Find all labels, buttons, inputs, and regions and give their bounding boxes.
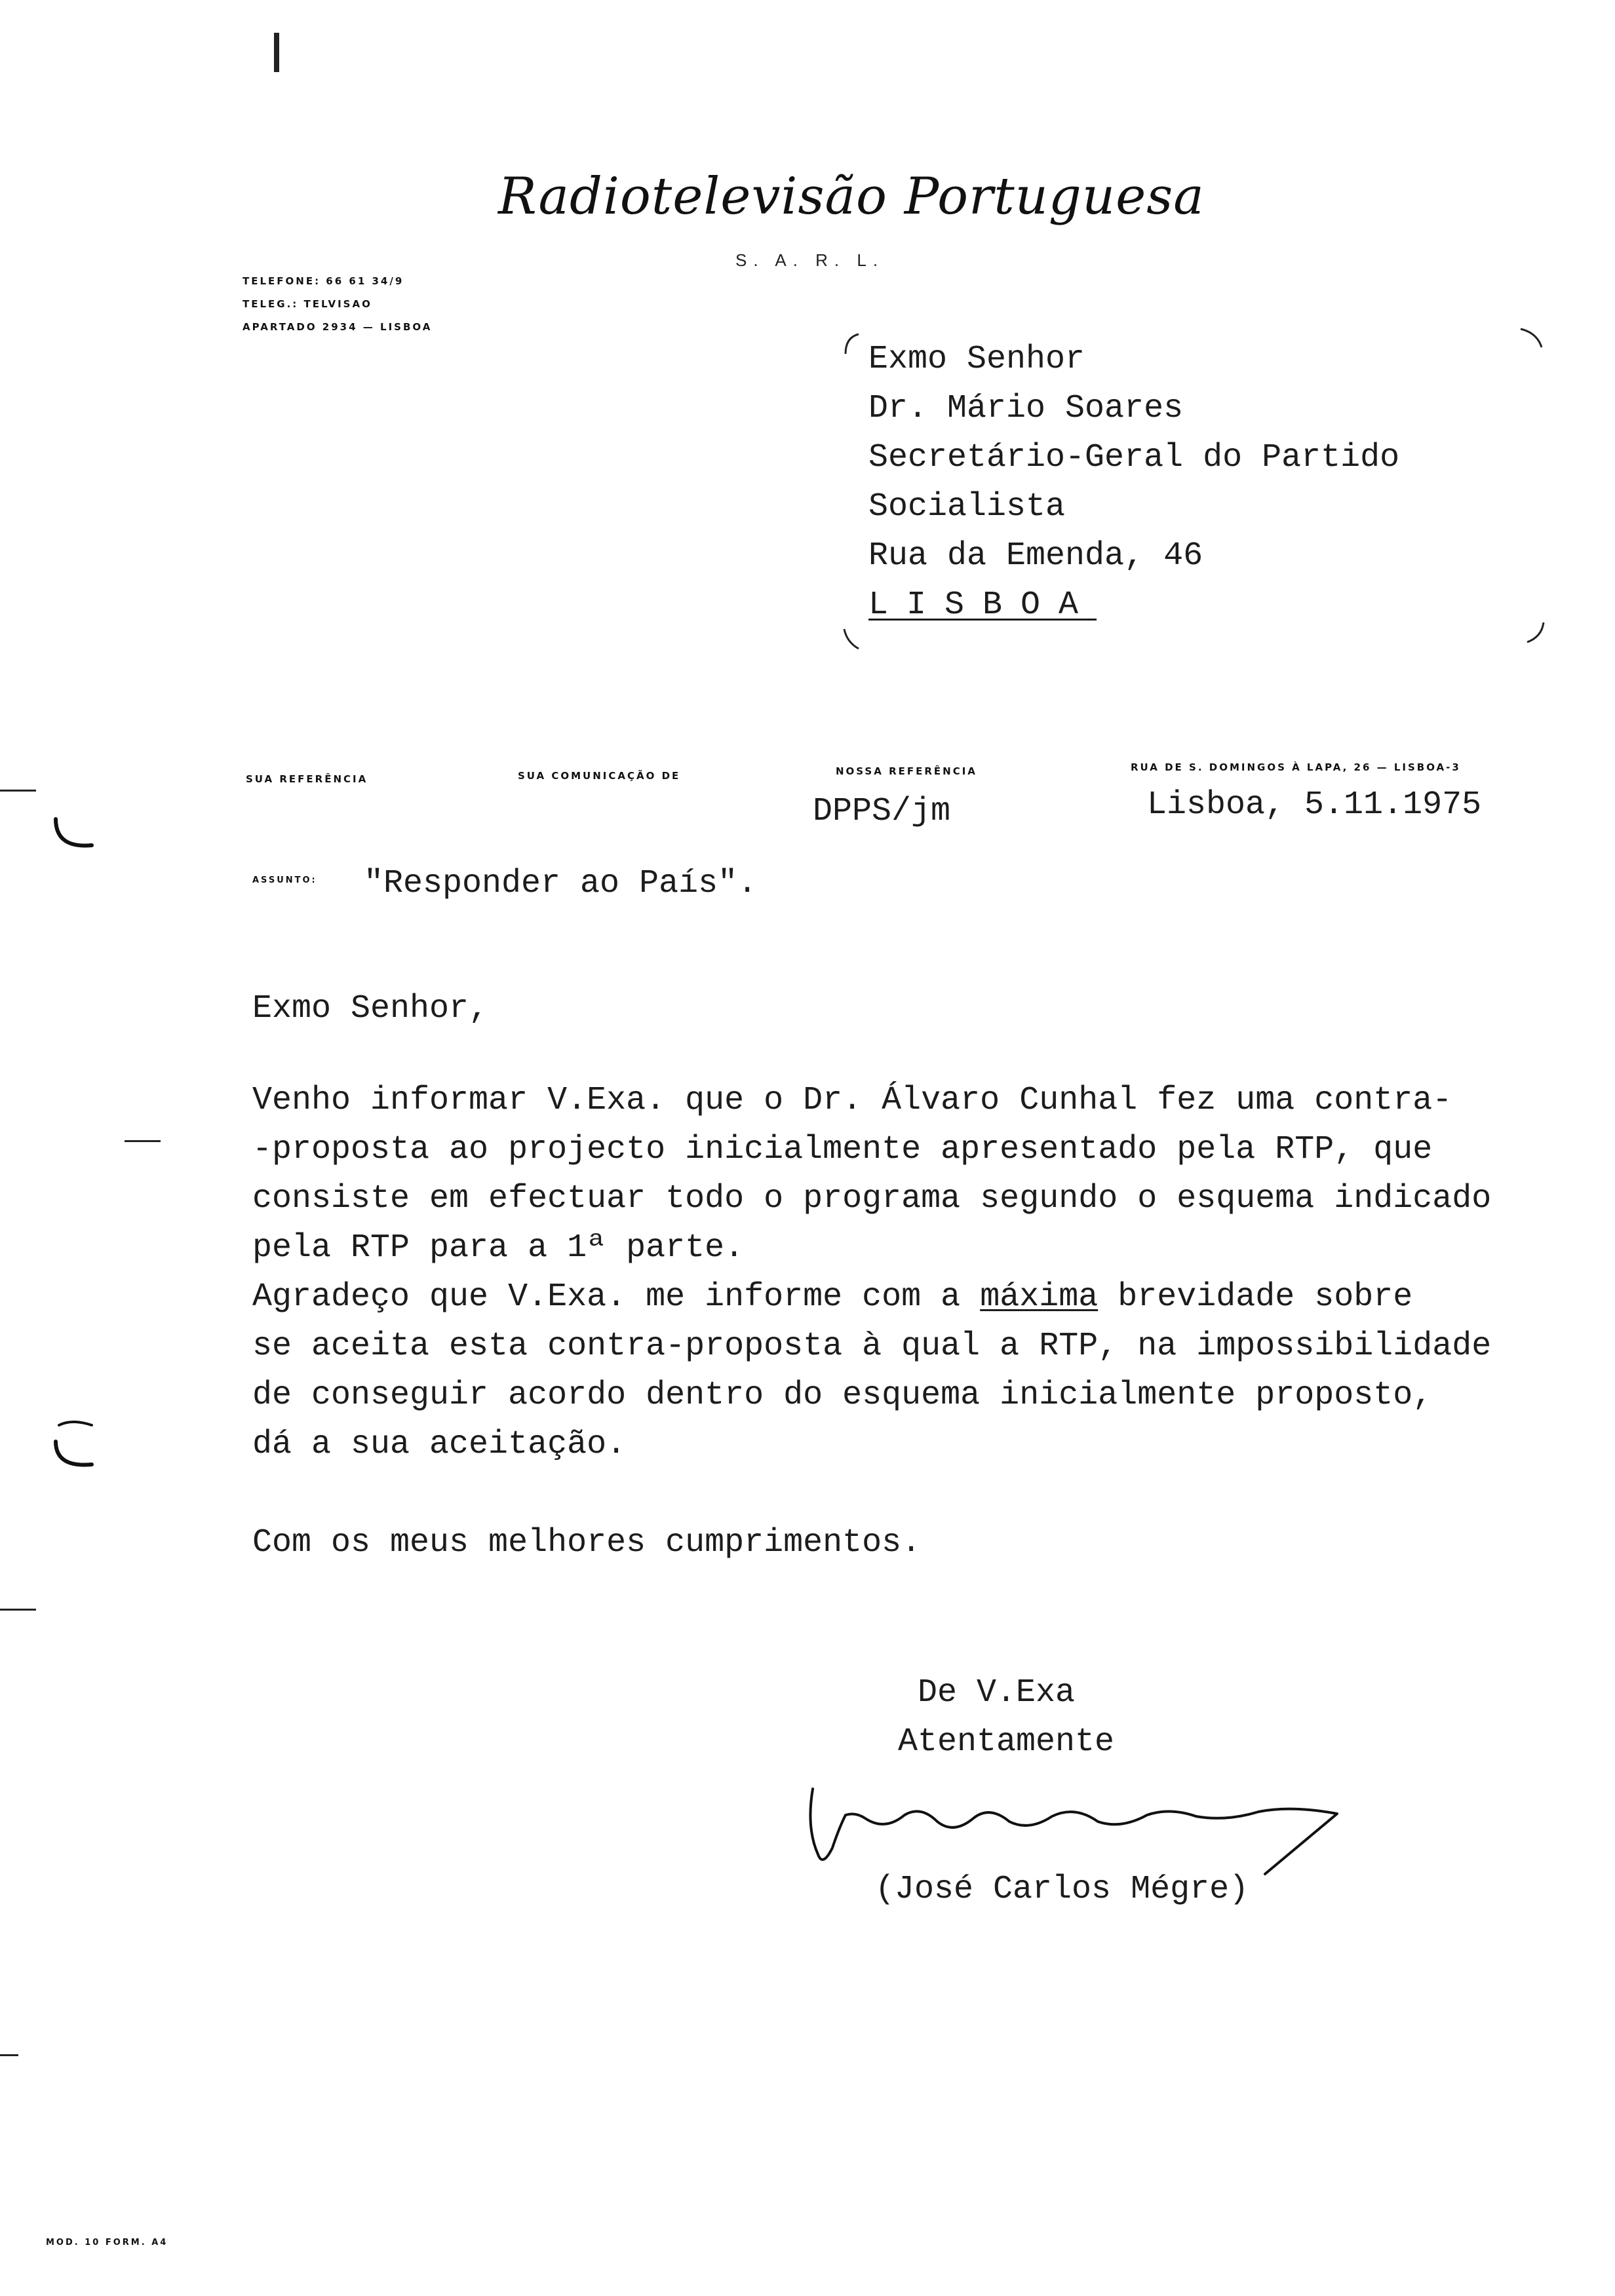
body-line-4: pela RTP para a 1ª parte.: [252, 1229, 745, 1267]
signature-line-1: De V.Exa: [918, 1674, 1076, 1712]
letter-date: Lisboa, 5.11.1975: [1147, 786, 1482, 824]
sua-referencia-label: SUA REFERÊNCIA: [246, 773, 368, 785]
body-line-7: de conseguir acordo dentro do esquema inicialmente proposto,: [252, 1377, 1433, 1414]
signature-line-2: Atentamente: [898, 1723, 1115, 1761]
body-line-8: dá a sua aceitação.: [252, 1426, 627, 1463]
recipient-line-2: Dr. Mário Soares: [868, 390, 1184, 427]
stray-mark: [274, 33, 279, 72]
body-line-2: -proposta ao projecto inicialmente apresentado pela RTP, que: [252, 1131, 1433, 1168]
punch-hole-marks: [46, 813, 111, 1487]
fold-mark-2: [125, 1140, 161, 1142]
body-line-5-start: Agradeço que V.Exa. me informe com a: [252, 1278, 981, 1316]
body-line-1: Venho informar V.Exa. que o Dr. Álvaro Cunhal fez uma contra-: [252, 1082, 1452, 1119]
nossa-referencia-label: NOSSA REFERÊNCIA: [836, 765, 977, 777]
recipient-line-1: Exmo Senhor: [868, 341, 1085, 378]
fold-mark-4: [0, 2054, 18, 2056]
closing: Com os meus melhores cumprimentos.: [252, 1524, 922, 1561]
recipient-city: LISBOA: [868, 586, 1097, 624]
assunto-value: "Responder ao País".: [364, 865, 758, 902]
fold-mark-1: [0, 790, 36, 792]
company-name: Radiotelevisão Portuguesa: [498, 167, 1205, 226]
address-label: RUA DE S. DOMINGOS À LAPA, 26 — LISBOA-3: [1131, 761, 1461, 773]
contact-apartado: APARTADO 2934 — LISBOA: [243, 321, 433, 333]
nossa-referencia-value: DPPS/jm: [813, 793, 951, 830]
recipient-line-4: Socialista: [868, 488, 1066, 526]
recipient-line-3: Secretário-Geral do Partido: [868, 439, 1400, 476]
signatory-name: (José Carlos Mégre): [875, 1871, 1249, 1908]
body-line-6: se aceita esta contra-proposta à qual a RTP, na impossibilidade: [252, 1328, 1492, 1365]
body-line-3: consiste em efectuar todo o programa segundo o esquema indicado: [252, 1180, 1492, 1217]
contact-telegrama: TELEG.: TELVISAO: [243, 298, 372, 310]
body-emphasis: máxima: [980, 1278, 1099, 1316]
company-suffix: S. A. R. L.: [735, 250, 885, 270]
assunto-label: ASSUNTO:: [252, 875, 317, 885]
body-line-5: [252, 1278, 1413, 1316]
body-line-5-end: brevidade sobre: [1098, 1278, 1413, 1316]
salutation: Exmo Senhor,: [252, 990, 489, 1027]
form-code: MOD. 10 FORM. A4: [46, 2238, 168, 2248]
sua-comunicacao-label: SUA COMUNICAÇÃO DE: [518, 770, 681, 782]
recipient-line-5: Rua da Emenda, 46: [868, 537, 1203, 575]
contact-telefone: TELEFONE: 66 61 34/9: [243, 275, 404, 287]
fold-mark-3: [0, 1609, 36, 1611]
